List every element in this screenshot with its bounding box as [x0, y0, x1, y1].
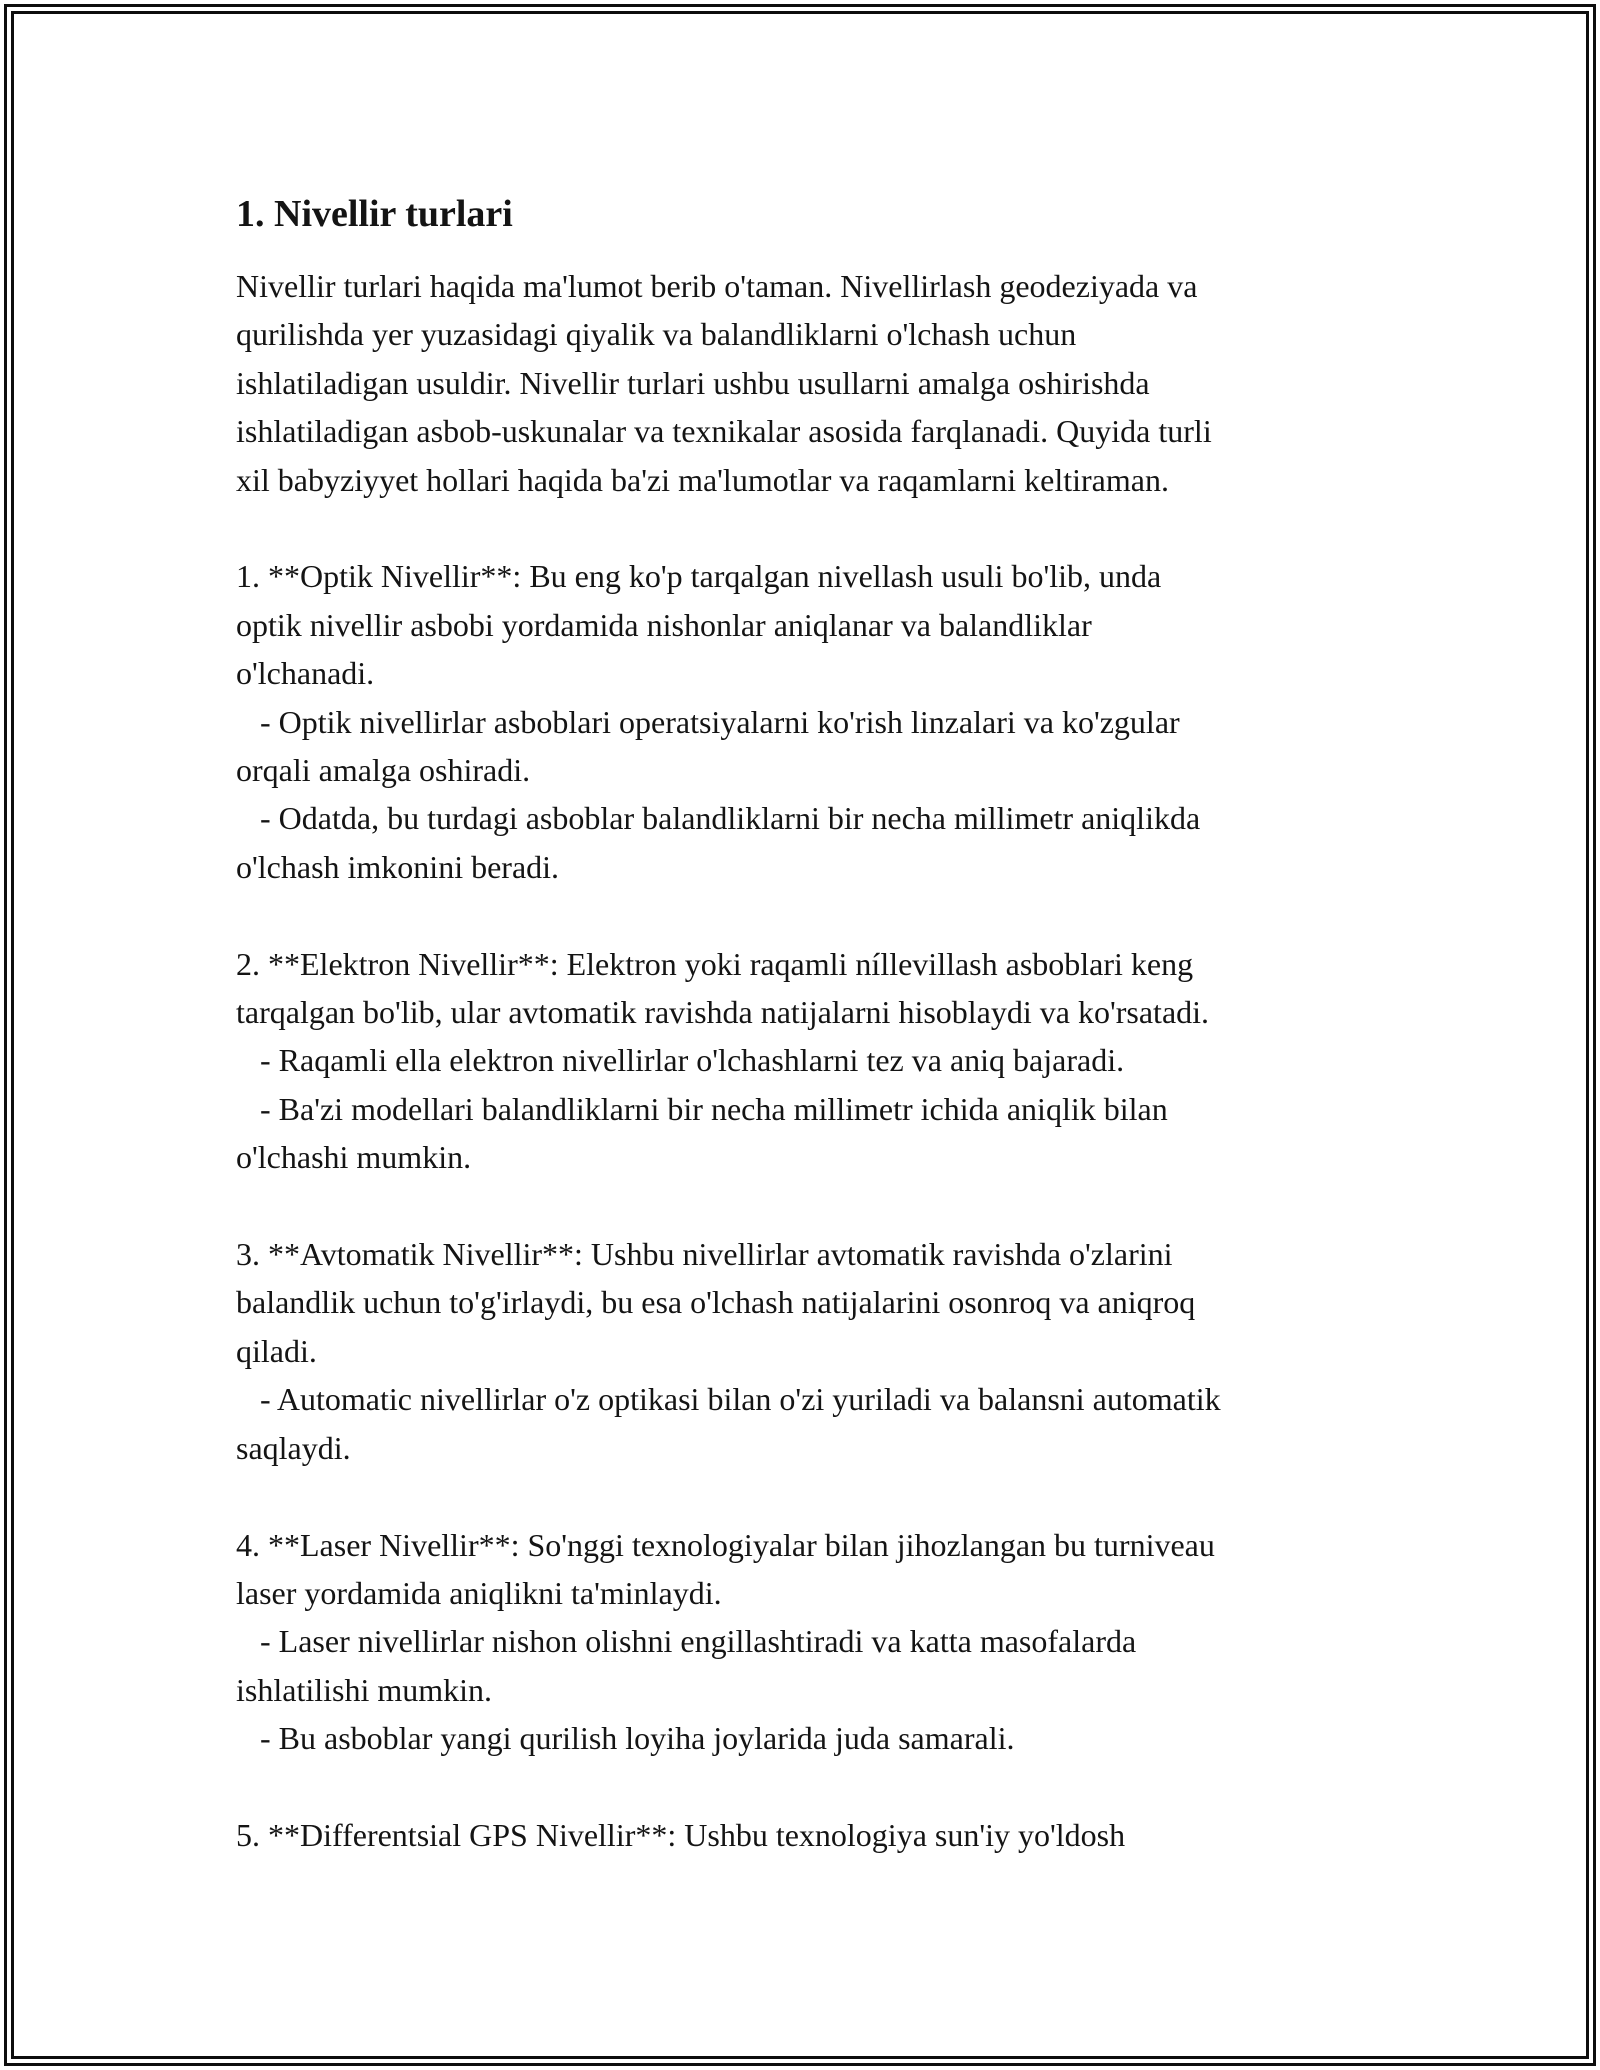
text-line: - Automatic nivellirlar o'z optikasi bilan o'zi yuriladi va balansni automatik — [236, 1381, 1221, 1418]
text-line: - Laser nivellirlar nishon olishni engillashtiradi va katta masofalarda — [236, 1623, 1137, 1660]
text-line: - Raqamli ella elektron nivellirlar o'lchashlarni tez va aniq bajaradi. — [236, 1042, 1125, 1079]
text-line: ishlatiladigan asbob-uskunalar va texnikalar asosida farqlanadi. Quyida turli — [236, 413, 1212, 450]
text-line: qiladi. — [236, 1332, 317, 1369]
document-text — [236, 262, 1386, 1859]
text-line: 3. **Avtomatik Nivellir**: Ushbu nivellirlar avtomatik ravishda o'zlarini — [236, 1236, 1173, 1273]
text-line: saqlaydi. — [236, 1429, 351, 1466]
text-line: - Ba'zi modellari balandliklarni bir necha millimetr ichida aniqlik bilan — [236, 1090, 1168, 1127]
blank-line — [236, 1182, 1386, 1230]
text-line: 5. **Differentsial GPS Nivellir**: Ushbu texnologiya sun'iy yo'ldosh — [236, 1816, 1126, 1853]
text-line: laser yordamida aniqlikni ta'minlaydi. — [236, 1574, 722, 1611]
text-line: 2. **Elektron Nivellir**: Elektron yoki raqamli níllevillash asboblari keng — [236, 945, 1194, 982]
blank-line — [236, 1763, 1386, 1811]
text-line: ishlatiladigan usuldir. Nivellir turlari ushbu usullarni amalga oshirishda — [236, 364, 1150, 401]
blank-line — [236, 891, 1386, 939]
text-line: 1. **Optik Nivellir**: Bu eng ko'p tarqalgan nivellash usuli bo'lib, unda — [236, 558, 1162, 595]
text-line: balandlik uchun to'g'irlaydi, bu esa o'lchash natijalarini osonroq va aniqroq — [236, 1284, 1196, 1321]
text-line: 4. **Laser Nivellir**: So'nggi texnologiyalar bilan jihozlangan bu turniveau — [236, 1526, 1215, 1563]
text-line: - Odatda, bu turdagi asboblar balandliklarni bir necha millimetr aniqlikda — [236, 800, 1201, 837]
text-line: - Bu asboblar yangi qurilish loyiha joylarida juda samarali. — [236, 1720, 1015, 1757]
text-line: Nivellir turlari haqida ma'lumot berib o'taman. Nivellirlash geodeziyada va — [236, 268, 1198, 304]
text-line: tarqalgan bo'lib, ular avtomatik ravishda natijalarni hisoblaydi va ko'rsatadi. — [236, 994, 1210, 1031]
blank-line — [236, 1472, 1386, 1520]
text-line: qurilishda yer yuzasidagi qiyalik va balandliklarni o'lchash uchun — [236, 316, 1077, 353]
text-line: o'lchashi mumkin. — [236, 1139, 472, 1176]
text-line: - Optik nivellirlar asboblari operatsiyalarni ko'rish linzalari va ko'zgular — [236, 703, 1180, 740]
text-line: optik nivellir asbobi yordamida nishonlar aniqlanar va balandliklar — [236, 606, 1092, 643]
text-line: xil babyziyyet hollari haqida ba'zi ma'lumotlar va raqamlarni keltiraman. — [236, 461, 1169, 498]
blank-line — [236, 504, 1386, 552]
document-title: 1. Nivellir turlari — [236, 193, 513, 235]
text-line: o'lchash imkonini beradi. — [236, 848, 560, 885]
document-body — [236, 188, 1386, 1859]
text-line: ishlatilishi mumkin. — [236, 1671, 493, 1708]
text-line: orqali amalga oshiradi. — [236, 752, 531, 789]
text-line: o'lchanadi. — [236, 655, 375, 692]
